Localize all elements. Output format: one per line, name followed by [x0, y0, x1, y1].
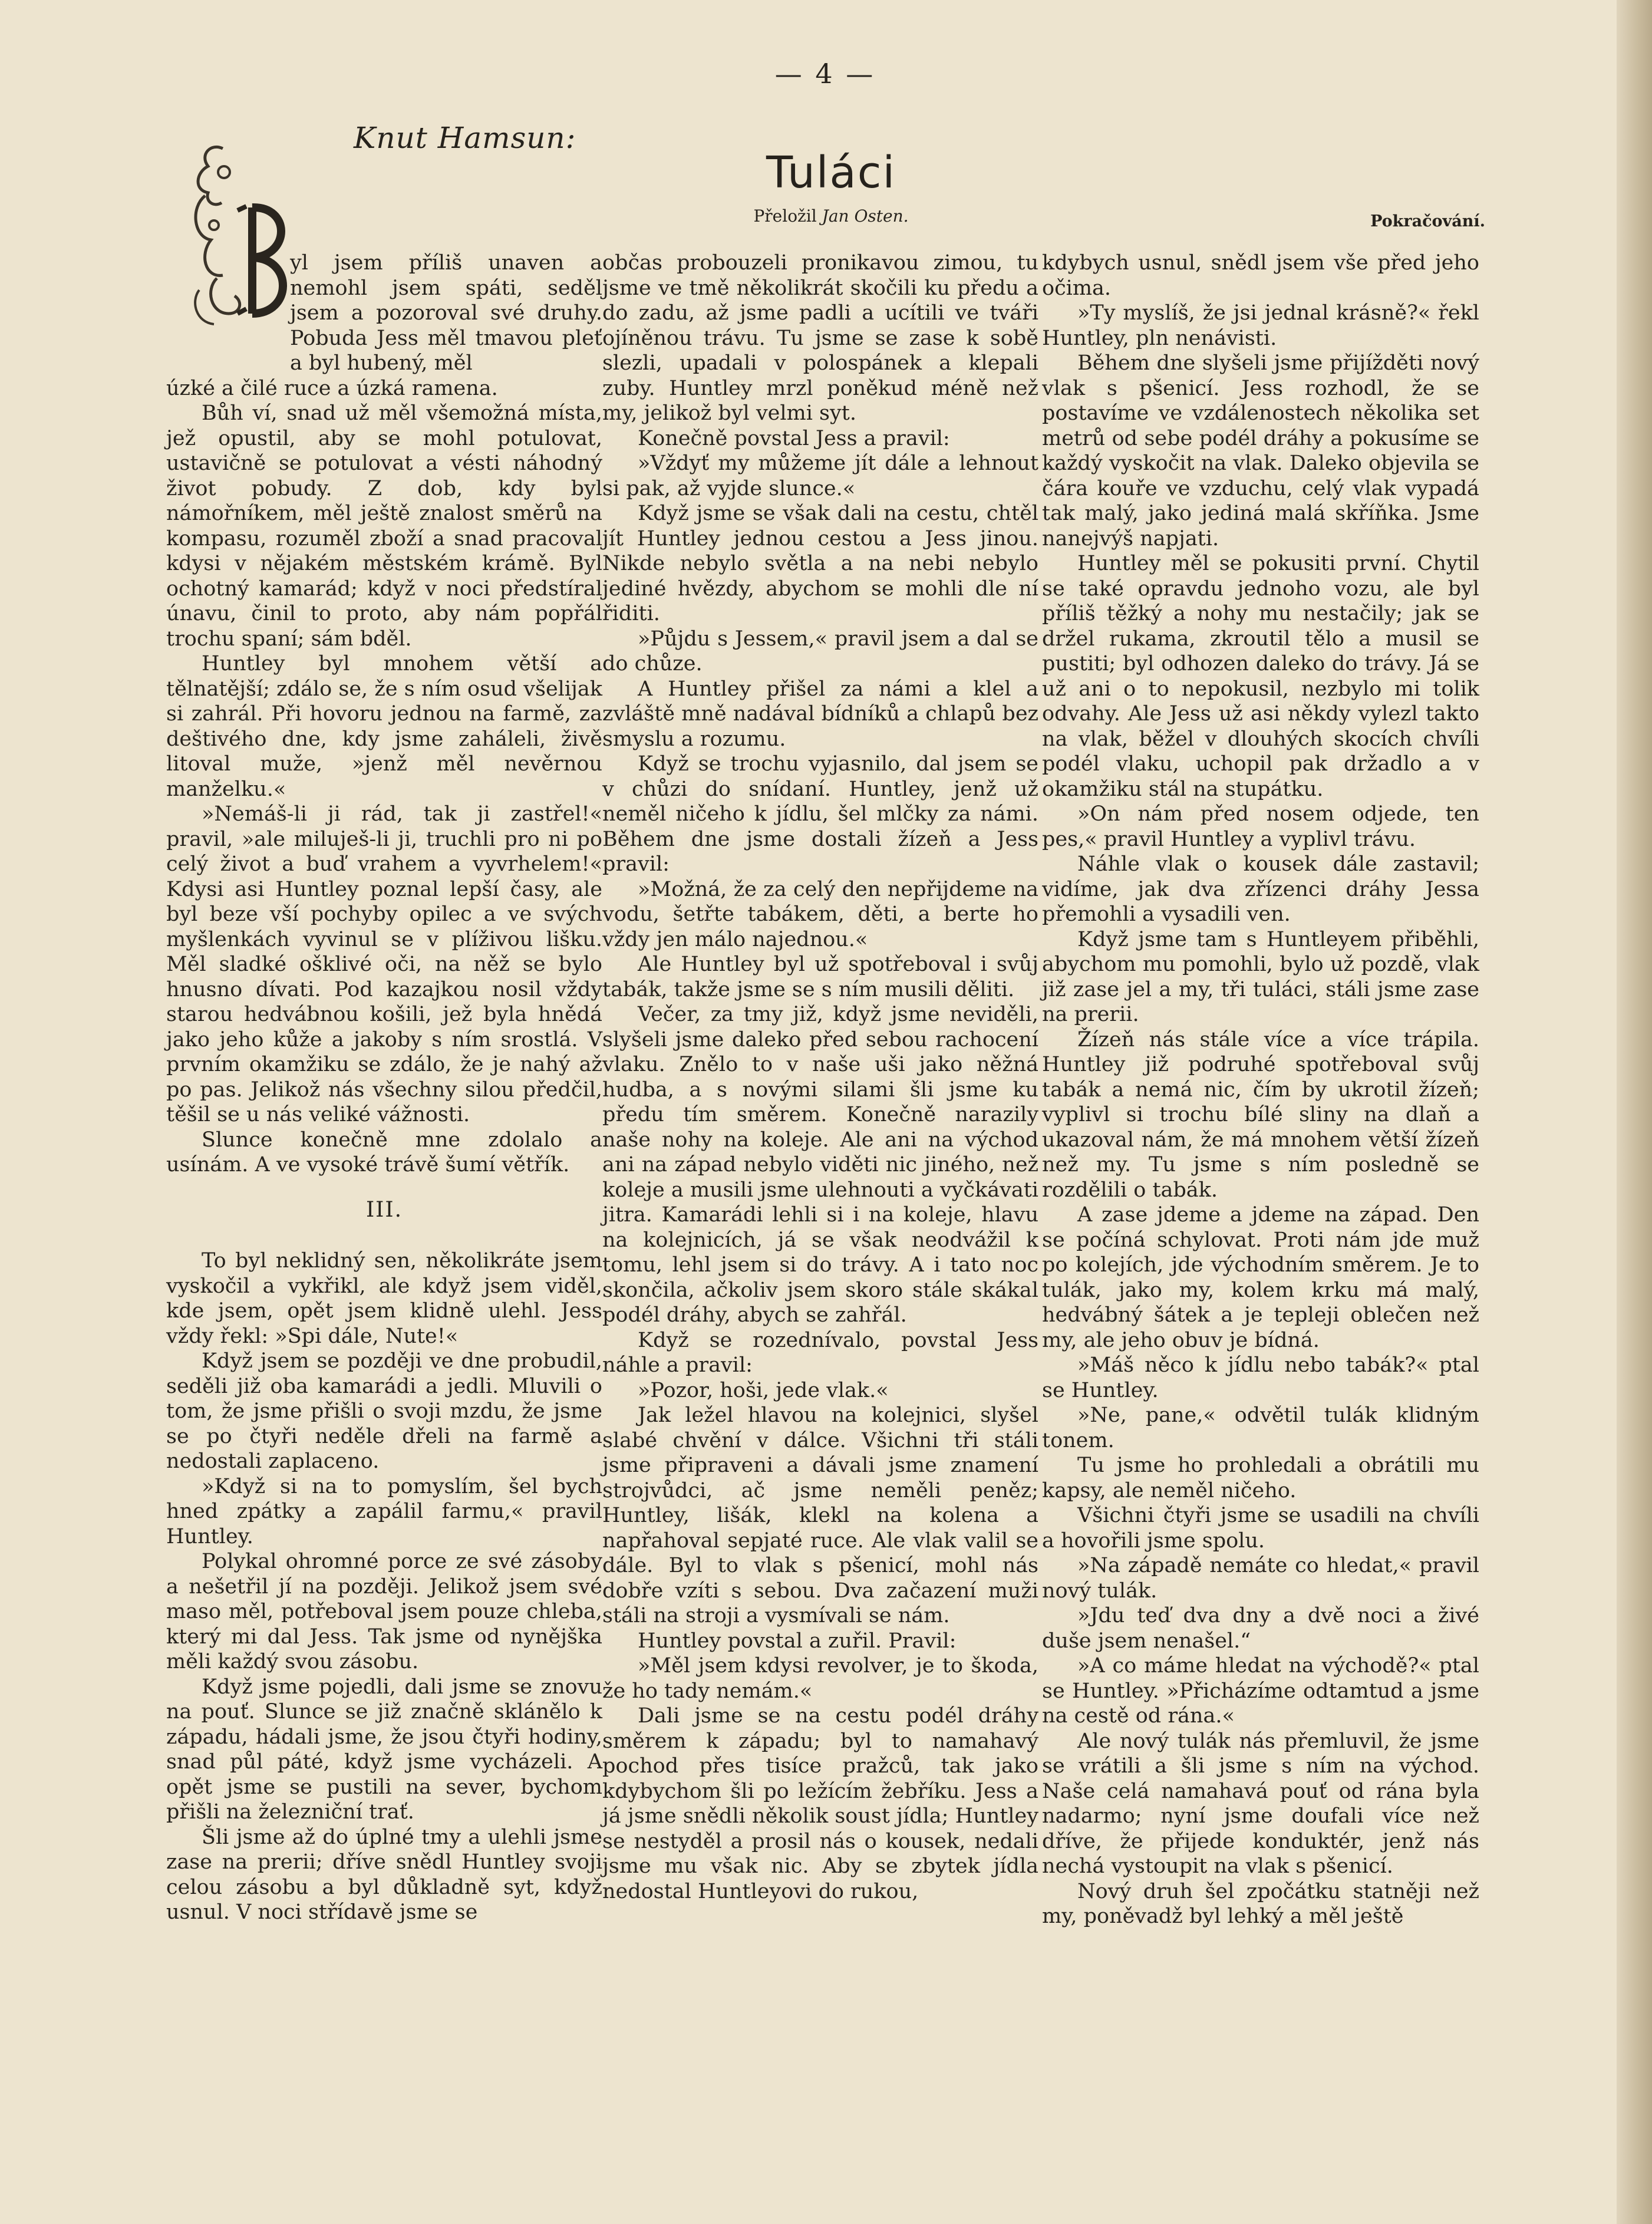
paragraph: Dali jsme se na cestu podél dráhy směrem k západu; byl to namahavý pochod přes tisíce pražců, tak jako kdybychom šli po ležícím žebříku. Jess a já jsme snědli několik soust jídla; Huntley se nestyděl a prosil nás o kousek, nedali jsme mu však nic. Aby se zbytek jídla nedostal Huntleyovi do rukou, — [602, 1704, 1038, 1903]
paragraph: Huntley byl mnohem větší a tělnatější; zdálo se, že s ním osud všelijak si zahrál. Při hovoru jednou na farmě, za deštivého dne, kdy jsme zaháleli, živě litoval muže, »jenž měl nevěrnou manželku.« — [166, 652, 602, 801]
paragraph: Když jsem se později ve dne probudil, seděli již oba kamarádi a jedli. Mluvili o tom, že jsme přišli o svoji mzdu, že jsme se po čtyři neděle dřeli na farmě a nedostali zaplaceno. — [166, 1349, 602, 1473]
paragraph: »Měl jsem kdysi revolver, je to škoda, že ho tady nemám.« — [602, 1654, 1038, 1703]
column-1 — [166, 251, 602, 1925]
paragraph-1-rest: úzké a čilé ruce a úzká ramena. — [166, 376, 498, 400]
paragraph: Konečně povstal Jess a pravil: — [638, 426, 950, 450]
paragraph-1-lead: yl jsem příliš unaven a nemohl jsem spáti, seděl jsem a pozoroval své druhy. Pobuda Jess měl tmavou pleť a byl hubený, měl — [290, 251, 602, 375]
paragraph: »Půjdu s Jessem,« pravil jsem a dal se do chůze. — [602, 627, 1038, 676]
paragraph: »Pozor, hoši, jede vlak.« — [638, 1378, 889, 1402]
paragraph: Večer, za tmy již, když jsme neviděli, slyšeli jsme daleko před sebou rachocení vlaku. Znělo to v naše uši jako něžná hudba, a s novými silami šli jsme ku předu tím směrem. Konečně narazily naše nohy na koleje. Ale ani na východ ani na západ nebylo viděti nic jiného, než koleje a musili jsme ulehnouti a vyčkávati jitra. Kamarádi lehli si i na koleje, hlavu na kolejnicích, já se však neodvážil k tomu, lehl jsem si do trávy. A i tato noc skončila, ačkoliv jsem skoro stále skákal podél dráhy, abych se zahřál. — [602, 1003, 1038, 1327]
paragraph: »On nám před nosem odjede, ten pes,« pravil Huntley a vyplivl trávu. — [1042, 802, 1479, 851]
paragraph: »Možná, že za celý den nepřijdeme na vodu, šetřte tabákem, děti, a berte ho vždy jen málo najednou.« — [602, 877, 1038, 951]
paragraph: Nový druh šel zpočátku statněji než my, poněvadž byl lehký a měl ještě — [1042, 1879, 1479, 1928]
paragraph: »Jdu teď dva dny a dvě noci a živé duše jsem nenašel.“ — [1042, 1604, 1479, 1653]
continued-label: Pokračování. — [1370, 212, 1485, 230]
paragraph: Ale Huntley byl už spotřeboval i svůj tabák, takže jsme se s ním musili děliti. — [602, 953, 1038, 1001]
paragraph: Polykal ohromné porce ze své zásoby a nešetřil jí na později. Jelikož jsem své maso měl, potřeboval jsem pouze chleba, který mi dal Jess. Tak jsme od nynějška měli každý svou zásobu. — [166, 1550, 602, 1673]
paragraph: »Máš něco k jídlu nebo tabák?« ptal se Huntley. — [1042, 1353, 1479, 1402]
translator-credit — [672, 206, 990, 226]
column-3 — [1042, 251, 1479, 1929]
paragraph: Šli jsme až do úplné tmy a ulehli jsme zase na prerii; dříve snědl Huntley svoji celou zásobu a byl důkladně syt, když usnul. V noci střídavě jsme se — [166, 1825, 602, 1924]
page-number: — 4 — — [774, 58, 876, 90]
translator-name: Jan Osten. — [822, 206, 909, 226]
paragraph: Bůh ví, snad už měl všemožná místa, jež opustil, aby se mohl potulovat, ustavičně se potulovat a vésti náhodný život pobudy. Z dob, kdy byl námořníkem, měl ještě znalost směrů na kompasu, rozuměl zboží a snad pracoval kdysi v nějakém městském krámě. Byl ochotný kamarád; když v noci předstíral únavu, činil to proto, aby nám popřál trochu spaní; sám bděl. — [166, 401, 602, 651]
paragraph: občas probouzeli pronikavou zimou, tu jsme ve tmě několikrát skočili ku předu a do zadu, až jsme padli a ucítili ve tváři ojíněnou trávu. Tu jsme se zase k sobě slezli, upadali v polospánek a klepali zuby. Huntley mrzl poněkud méně než my, jelikož byl velmi syt. — [602, 251, 1038, 425]
paragraph: Tu jsme ho prohledali a obrátili mu kapsy, ale neměl ničeho. — [1042, 1454, 1479, 1503]
paragraph: Huntley povstal a zuřil. Pravil: — [638, 1629, 957, 1653]
paragraph: Když jsme tam s Huntleyem přiběhli, abychom mu pomohli, bylo už pozdě, vlak již zase jel a my, tři tuláci, stáli jsme zase na prerii. — [1042, 927, 1479, 1026]
paragraph: kdybych usnul, snědl jsem vše před jeho očima. — [1042, 251, 1479, 300]
paragraph: »Když si na to pomyslím, šel bych hned zpátky a zapálil farmu,« pravil Huntley. — [166, 1474, 602, 1548]
paragraph: »Ne, pane,« odvětil tulák klidným tonem. — [1042, 1403, 1479, 1452]
paragraph: Jak ležel hlavou na kolejnici, slyšel slabé chvění v dálce. Všichni tři stáli jsme připraveni a dávali jsme znamení strojvůdci, ač jsme neměli peněz; Huntley, lišák, klekl na kolena a napřahoval sepjaté ruce. Ale vlak valil se dále. Byl to vlak s pšenicí, mohl nás dobře vzíti s sebou. Dva začazení muži stáli na stroji a vysmívali se nám. — [602, 1403, 1038, 1627]
paragraph: Žízeň nás stále více a více trápila. Huntley již podruhé spotřeboval svůj tabák a nemá nic, čím by ukrotil žízeň; vyplivl si trochu bílé sliny na dlaň a ukazoval nám, že má mnohem větší žízeň než my. Tu jsme s ním posledně se rozdělili o tabák. — [1042, 1027, 1479, 1202]
paragraph: A zase jdeme a jdeme na západ. Den se počíná schylovat. Proti nám jde muž po kolejích, jde východním směrem. Je to tulák, jako my, kolem krku má malý, hedvábný šátek a je tepleji oblečen než my, ale jeho obuv je bídná. — [1042, 1203, 1479, 1352]
section-heading: III. — [365, 1197, 403, 1222]
paragraph: Všichni čtyři jsme se usadili na chvíli a hovořili jsme spolu. — [1042, 1504, 1479, 1553]
paragraph: »Ty myslíš, že jsi jednal krásně?« řekl Huntley, pln nenávisti. — [1042, 301, 1479, 350]
page-edge — [1617, 0, 1652, 2224]
paragraph: A Huntley přišel za námi a klel a zvláště mně nadával bídníků a chlapů bez smyslu a rozumu. — [602, 677, 1038, 751]
author-name: Knut Hamsun: — [354, 121, 576, 155]
paragraph: Během dne slyšeli jsme přijížděti nový vlak s pšenicí. Jess rozhodl, že se postavíme ve vzdálenostech několika set metrů od sebe podél dráhy a pokusíme se každý vyskočit na vlak. Daleko objevila se čára kouře ve vzduchu, celý vlak vypadá tak malý, jako jediná malá skříňka. Jsme nanejvýš napjati. — [1042, 351, 1479, 551]
translator-prefix: Přeložil — [753, 206, 817, 226]
paragraph: Když jsme se však dali na cestu, chtěl jít Huntley jednou cestou a Jess jinou. Nikde nebylo světla a na nebi nebylo jediné hvězdy, abychom se mohli dle ní řiditi. — [602, 502, 1038, 625]
paragraph: Náhle vlak o kousek dále zastavil; vidíme, jak dva zřízenci dráhy Jessa přemohli a vysadili ven. — [1042, 852, 1479, 926]
paragraph: Slunce konečně mne zdolalo a usínám. A ve vysoké trávě šumí větřík. — [166, 1128, 602, 1177]
paragraph: »Na západě nemáte co hledat,« pravil nový tulák. — [1042, 1554, 1479, 1603]
paragraph: »Nemáš-li ji rád, tak ji zastřel!« pravil, »ale miluješ-li ji, truchli pro ni po celý život a buď vrahem a vyvrhelem!« Kdysi asi Huntley poznal lepší časy, ale byl beze vší pochyby opilec a ve svých myšlenkách vyvinul se v plíživou lišku. Měl sladké ošklivé oči, na něž se bylo hnusno dívati. Pod kazajkou nosil vždy starou hedvábnou košili, jež byla hnědá jako jeho kůže a jakoby s ním srostlá. V prvním okamžiku se zdálo, že je nahý až po pas. Jelikož nás všechny silou předčil, těšil se u nás veliké vážnosti. — [166, 802, 602, 1126]
story-title: Tuláci — [766, 147, 896, 198]
paragraph: Huntley měl se pokusiti první. Chytil se také opravdu jednoho vozu, ale byl příliš těžký a nohy mu nestačily; jak se držel rukama, zkroutil tělo a musil se pustiti; byl odhozen daleko do trávy. Já se už ani o to nepokusil, nezbylo mi tolik odvahy. Ale Jess už asi někdy vylezl takto na vlak, běžel v dlouhých skocích chvíli podél vlaku, uchopil pak držadlo a v okamžiku stál na stupátku. — [1042, 552, 1479, 801]
paragraph: »A co máme hledat na východě?« ptal se Huntley. »Přicházíme odtamtud a jsme na cestě od rána.« — [1042, 1654, 1479, 1728]
paragraph: Když jsme pojedli, dali jsme se znovu na pouť. Slunce se již značně sklánělo k západu, hádali jsme, že jsou čtyři hodiny, snad půl páté, když jsme vycházeli. A opět jsme se pustili na sever, bychom přišli na železniční trať. — [166, 1675, 602, 1824]
drop-cap-letter: B — [276, 179, 281, 186]
paragraph: Když se trochu vyjasnilo, dal jsem se v chůzi do snídaní. Huntley, jenž už neměl ničeho k jídlu, šel mlčky za námi. Během dne jsme dostali žízeň a Jess pravil: — [602, 752, 1038, 876]
paragraph: »Vždyť my můžeme jít dále a lehnout si pak, až vyjde slunce.« — [602, 452, 1038, 500]
paragraph: Ale nový tulák nás přemluvil, že jsme se vrátili a šli jsme s ním na východ. Naše celá namahavá pouť od rána byla nadarmo; nyní jsme doufali více než dříve, že přijede konduktér, jenž nás nechá vystoupit na vlak s pšenicí. — [1042, 1729, 1479, 1878]
column-2 — [602, 251, 1038, 1904]
paragraph: Když se rozednívalo, povstal Jess náhle a pravil: — [602, 1328, 1038, 1377]
paragraph: To byl neklidný sen, několikráte jsem vyskočil a vykřikl, ale když jsem viděl, kde jsem, opět jsem klidně ulehl. Jess vždy řekl: »Spi dále, Nute!« — [166, 1249, 602, 1348]
